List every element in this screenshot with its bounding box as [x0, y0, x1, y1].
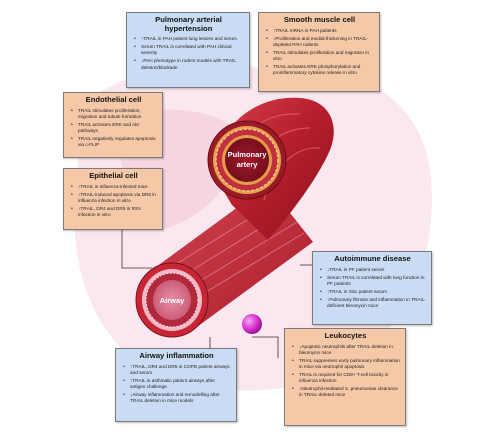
- box-title: Leukocytes: [324, 331, 367, 340]
- leukocyte-sphere: [242, 314, 262, 334]
- box-title: Epithelial cell: [89, 171, 138, 180]
- list-item: • ↑TRAIL in asthmatic patient airways after antigen challenge: [130, 378, 231, 390]
- list-item: • Serum TRAIL is correlated with lung function in PF patients: [327, 275, 426, 287]
- box-leukocytes: [284, 328, 406, 426]
- box-pulmonary-arterial-hypertension: [126, 12, 250, 88]
- box-list: [319, 267, 426, 309]
- box-airway-inflammation: [115, 348, 237, 422]
- list-item: • TRAIL stimulates proliferation, migration and tubule formation: [78, 108, 157, 120]
- list-item: • ↑TRAIL in influenza-infected mice: [78, 184, 157, 190]
- box-list: [122, 364, 231, 404]
- box-title: [133, 16, 244, 33]
- list-item: • ↑TRAIL in PAH patient lung lesions and serum: [141, 36, 244, 42]
- box-title-line-2: hypertension: [164, 23, 213, 33]
- list-item: • TRAIL activates ERK and Akt pathways: [78, 122, 157, 134]
- list-item: • TRAIL stimulates proliferation and migration in vitro: [273, 50, 374, 62]
- artery-label-line-2: artery: [236, 160, 258, 169]
- list-item: • ↑Pulmonary fibrosis and inflammation in TRAIL-deficient bleomycin mice: [327, 297, 426, 309]
- airway-label: Airway: [159, 296, 185, 305]
- list-item: • Serum TRAIL is correlated with PAH clinical severity: [141, 44, 244, 56]
- list-item: • ↑TRAIL mRNA in PAH patients: [273, 28, 374, 34]
- box-title: Airway inflammation: [139, 351, 214, 360]
- list-item: • ↓Proliferation and medial thickening in TRAIL-depleted PAH rodents: [273, 36, 374, 48]
- list-item: • ↑TRAIL, DR4 and DR5 in COPD patient airways and serum: [130, 364, 231, 376]
- list-item: • ↑TRAIL in SSc patient serum: [327, 289, 426, 295]
- box-list: [133, 36, 244, 70]
- box-title: Endothelial cell: [85, 95, 142, 104]
- list-item: • TRAIL is required for CD8+ T-cell toxicity in influenza infection: [299, 372, 400, 384]
- box-autoimmune-disease: [312, 251, 432, 325]
- list-item: • ↓Neutrophil-mediated S. pneumoniae clearance in TRAIL-deleted mice: [299, 386, 400, 398]
- list-item: • TRAIL suppresses early pulmonary inflammation in mice via neutrophil apoptosis: [299, 358, 400, 370]
- artery-label-line-1: Pulmonary: [227, 150, 267, 159]
- box-title-line-1: Pulmonary arterial: [155, 15, 222, 24]
- box-list: [70, 108, 157, 148]
- box-list: [70, 184, 157, 218]
- box-list: [291, 344, 400, 398]
- list-item: • ↑TRAIL-induced apoptosis via DR5 in influenza infection in vitro: [78, 192, 157, 204]
- list-item: • ↑TRAIL, DR4 and DR5 in RSV infection in vitro: [78, 206, 157, 218]
- list-item: • ↓PAH phenotype in rodent models with TRAIL deletion/blockade: [141, 58, 244, 70]
- box-title: Autoimmune disease: [334, 254, 411, 263]
- list-item: • TRAIL negatively regulates apoptosis via c-FLIP: [78, 136, 157, 148]
- list-item: • ↓Apoptotic neutrophils after TRAIL deletion in bleomycin mice: [299, 344, 400, 356]
- box-title: Smooth muscle cell: [283, 15, 356, 24]
- list-item: • ↓TRAIL in PF patient serum: [327, 267, 426, 273]
- box-list: [265, 28, 374, 76]
- list-item: • TRAIL activates ERK phosphorylation and proinflammatory cytokine release in vitro: [273, 64, 374, 76]
- box-endothelial-cell: [63, 92, 163, 158]
- box-epithelial-cell: [63, 168, 163, 230]
- list-item: • ↓Airway inflammation and remodelling after TRAIL deletion in mice models: [130, 392, 231, 404]
- box-smooth-muscle-cell: [258, 12, 380, 92]
